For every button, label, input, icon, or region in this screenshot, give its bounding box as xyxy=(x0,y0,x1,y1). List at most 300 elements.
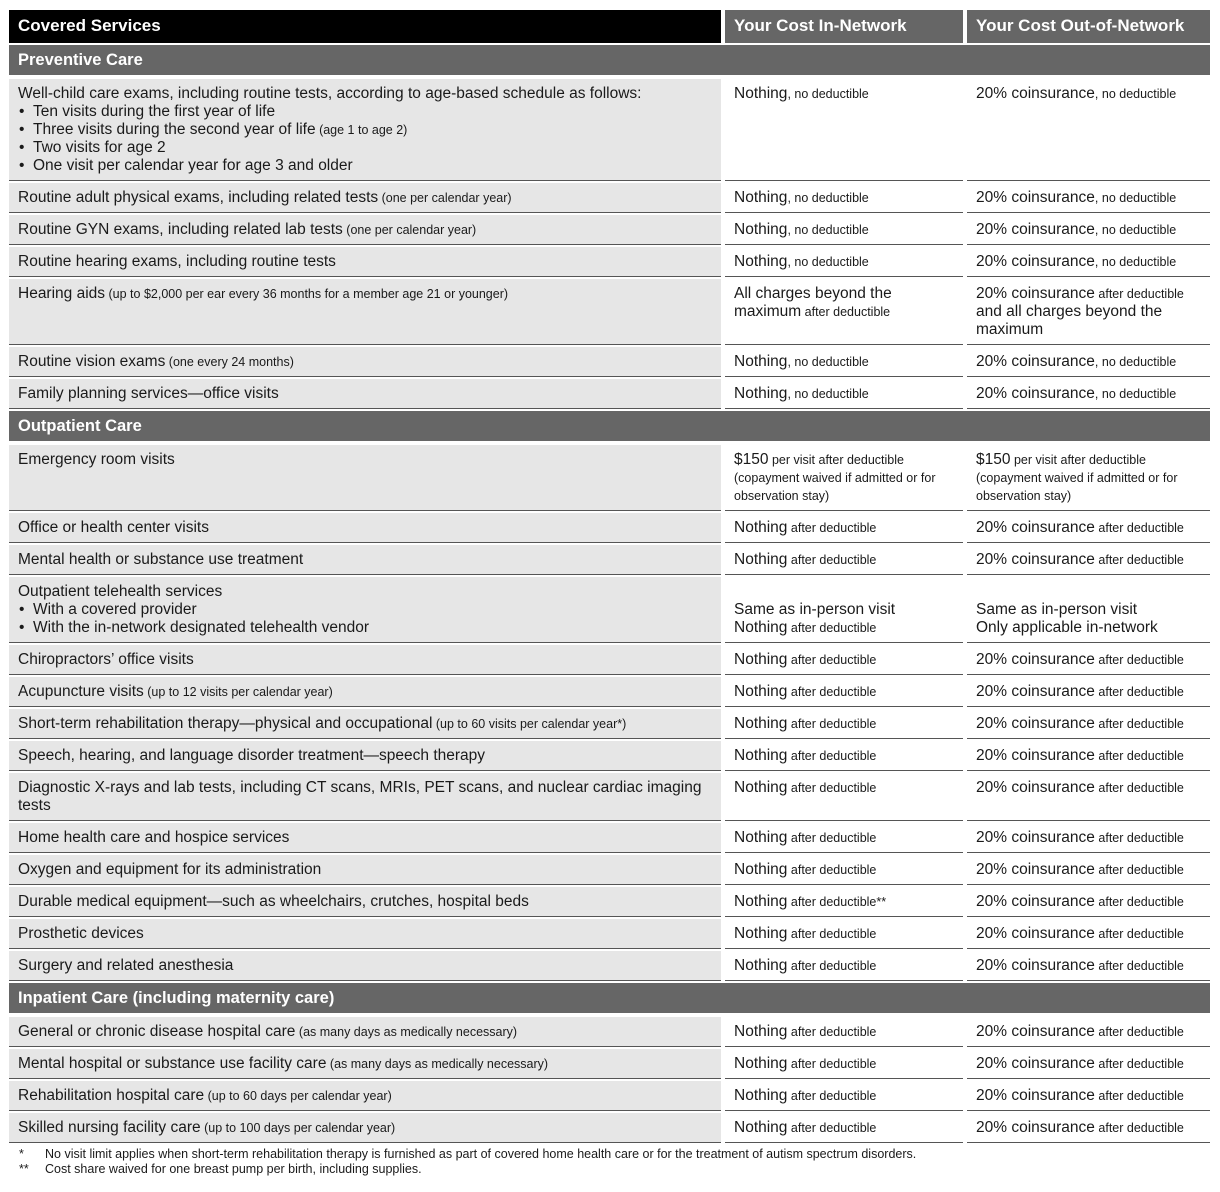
footnote-text: No visit limit applies when short-term rehabilitation therapy is furnished as part of covered home health care or for the treatment of autism spectrum disorders. xyxy=(45,1147,917,1161)
table-row xyxy=(9,247,1210,277)
in-network-cost xyxy=(725,773,963,821)
table-row xyxy=(9,577,1210,643)
service-label: Durable medical equipment—such as wheelchairs, crutches, hospital beds xyxy=(18,893,529,910)
cost-line xyxy=(734,85,954,103)
table-row xyxy=(9,513,1210,543)
cost-note: after deductible xyxy=(1094,863,1184,877)
in-network-cost xyxy=(725,215,963,245)
cost-main: Nothing xyxy=(734,253,788,270)
cost-line xyxy=(734,893,954,911)
service-label: Chiropractors’ office visits xyxy=(18,651,194,668)
cost-line xyxy=(976,747,1201,765)
service-note: (up to 12 visits per calendar year) xyxy=(143,685,333,699)
cost-main: 20% coinsurance xyxy=(976,893,1095,910)
cost-line xyxy=(734,683,954,701)
table-row xyxy=(9,709,1210,739)
table-row xyxy=(9,823,1210,853)
bullet-text: Two visits for age 2 xyxy=(33,139,166,156)
service-name xyxy=(18,385,712,403)
cost-line xyxy=(976,253,1201,271)
cost-note: after deductible xyxy=(1094,685,1184,699)
cost-main: Nothing xyxy=(734,519,788,536)
service-name xyxy=(18,683,712,701)
out-of-network-cost xyxy=(967,773,1210,821)
footnotes xyxy=(9,1147,1210,1177)
cost-note: , no deductible xyxy=(1094,191,1177,205)
in-network-cost xyxy=(725,919,963,949)
cost-main: Nothing xyxy=(734,85,788,102)
out-of-network-cost xyxy=(967,1017,1210,1047)
service-cell xyxy=(9,951,721,981)
table-row xyxy=(9,279,1210,345)
cost-note: after deductible xyxy=(787,553,877,567)
section-header: Inpatient Care (including maternity care) xyxy=(9,983,1210,1013)
cost-line xyxy=(976,303,1201,339)
in-network-cost xyxy=(725,741,963,771)
out-of-network-cost xyxy=(967,183,1210,213)
cost-note: after deductible xyxy=(1094,1057,1184,1071)
cost-line xyxy=(976,925,1201,943)
service-name xyxy=(18,715,712,733)
cost-line xyxy=(976,221,1201,239)
in-network-cost xyxy=(725,1113,963,1143)
table-row xyxy=(9,215,1210,245)
cost-note: after deductible xyxy=(801,305,891,319)
cost-main: 20% coinsurance xyxy=(976,85,1095,102)
service-name xyxy=(18,1119,712,1137)
service-name xyxy=(18,747,712,765)
bullet-text: One visit per calendar year for age 3 and older xyxy=(33,157,353,174)
service-cell xyxy=(9,773,721,821)
cost-line xyxy=(734,285,954,321)
service-cell xyxy=(9,677,721,707)
bullet-item xyxy=(18,121,712,139)
service-cell xyxy=(9,445,721,511)
cost-main: 20% coinsurance xyxy=(976,189,1095,206)
cost-line xyxy=(976,619,1201,637)
section-header: Outpatient Care xyxy=(9,411,1210,441)
out-of-network-cost xyxy=(967,1049,1210,1079)
cost-note: after deductible xyxy=(1094,521,1184,535)
out-of-network-cost xyxy=(967,741,1210,771)
service-name xyxy=(18,861,712,879)
cost-main: Same as in-person visit xyxy=(976,601,1138,618)
cost-note: after deductible xyxy=(787,521,877,535)
cost-main: Nothing xyxy=(734,779,788,796)
cost-note: after deductible xyxy=(787,831,877,845)
service-label: Mental health or substance use treatment xyxy=(18,551,304,568)
cost-line xyxy=(734,189,954,207)
out-of-network-cost xyxy=(967,919,1210,949)
cost-main: Same as in-person visit xyxy=(734,601,896,618)
cost-line xyxy=(976,861,1201,879)
header-covered-services: Covered Services xyxy=(9,10,721,43)
cost-note: , no deductible xyxy=(1094,255,1177,269)
cost-line xyxy=(734,353,954,371)
header-in-network: Your Cost In-Network xyxy=(725,10,963,43)
cost-line xyxy=(976,829,1201,847)
bullet-item xyxy=(18,619,712,637)
cost-line xyxy=(734,779,954,797)
service-bullets xyxy=(18,601,712,637)
cost-line xyxy=(734,385,954,403)
header-out-of-network: Your Cost Out-of-Network xyxy=(967,10,1210,43)
cost-note: after deductible xyxy=(1094,717,1184,731)
cost-note: , no deductible xyxy=(787,223,869,237)
service-note: (up to 60 days per calendar year) xyxy=(204,1089,392,1103)
benefits-table xyxy=(9,10,1210,1177)
service-name xyxy=(18,893,712,911)
out-of-network-cost xyxy=(967,1081,1210,1111)
out-of-network-cost xyxy=(967,1113,1210,1143)
in-network-cost xyxy=(725,1049,963,1079)
service-label: Surgery and related anesthesia xyxy=(18,957,234,974)
in-network-cost xyxy=(725,951,963,981)
cost-main: 20% coinsurance xyxy=(976,519,1095,536)
service-label: Acupuncture visits xyxy=(18,683,144,700)
bullet-item xyxy=(18,139,712,157)
cost-note: after deductible xyxy=(787,959,877,973)
service-note: (as many days as medically necessary) xyxy=(295,1025,518,1039)
cost-main: Nothing xyxy=(734,385,788,402)
service-name xyxy=(18,353,712,371)
service-cell xyxy=(9,347,721,377)
in-network-cost xyxy=(725,183,963,213)
cost-note: after deductible xyxy=(787,927,877,941)
cost-line xyxy=(976,451,1201,505)
cost-main: 20% coinsurance xyxy=(976,779,1095,796)
in-network-cost xyxy=(725,1081,963,1111)
table-row xyxy=(9,855,1210,885)
service-label: Mental hospital or substance use facility care xyxy=(18,1055,327,1072)
cost-main: 20% coinsurance xyxy=(976,285,1095,302)
service-label: Routine vision exams xyxy=(18,353,166,370)
cost-line xyxy=(976,285,1201,303)
service-cell xyxy=(9,1113,721,1143)
service-label: Office or health center visits xyxy=(18,519,209,536)
in-network-cost xyxy=(725,347,963,377)
service-cell xyxy=(9,279,721,345)
table-row xyxy=(9,347,1210,377)
service-note: (up to 60 visits per calendar year*) xyxy=(432,717,627,731)
service-cell xyxy=(9,1081,721,1111)
table-row xyxy=(9,919,1210,949)
service-cell xyxy=(9,823,721,853)
cost-note: after deductible xyxy=(1094,959,1184,973)
cost-line xyxy=(976,683,1201,701)
cost-note: , no deductible xyxy=(787,387,869,401)
cost-main: Nothing xyxy=(734,747,788,764)
cost-main: $150 xyxy=(734,451,769,468)
out-of-network-cost xyxy=(967,79,1210,181)
cost-main: Nothing xyxy=(734,829,788,846)
service-name xyxy=(18,551,712,569)
cost-note: after deductible xyxy=(787,653,877,667)
cost-note: after deductible xyxy=(787,685,877,699)
cost-main: 20% coinsurance xyxy=(976,861,1095,878)
in-network-cost xyxy=(725,79,963,181)
service-name xyxy=(18,221,712,239)
service-label: Diagnostic X-rays and lab tests, including CT scans, MRIs, PET scans, and nuclear cardiac imaging tests xyxy=(18,779,702,814)
cost-note: after deductible xyxy=(787,863,877,877)
cost-note: , no deductible xyxy=(787,355,869,369)
cost-line xyxy=(734,925,954,943)
cost-line xyxy=(976,385,1201,403)
footnote-mark: * xyxy=(19,1147,24,1161)
out-of-network-cost xyxy=(967,445,1210,511)
cost-line xyxy=(734,1055,954,1073)
in-network-cost xyxy=(725,247,963,277)
cost-main: Nothing xyxy=(734,551,788,568)
section-header: Preventive Care xyxy=(9,45,1210,75)
cost-main: 20% coinsurance xyxy=(976,957,1095,974)
cost-line xyxy=(734,957,954,975)
service-label: Routine adult physical exams, including related tests xyxy=(18,189,379,206)
cost-note: after deductible xyxy=(787,1057,877,1071)
cost-line xyxy=(734,551,954,569)
cost-main: Nothing xyxy=(734,925,788,942)
cost-note: , no deductible xyxy=(1094,223,1177,237)
service-label: Well-child care exams, including routine tests, according to age-based schedule as follows: xyxy=(18,85,642,102)
bullet-text: Three visits during the second year of life xyxy=(33,121,316,138)
table-row xyxy=(9,951,1210,981)
cost-note: after deductible xyxy=(1094,895,1184,909)
cost-line xyxy=(976,1087,1201,1105)
cost-line xyxy=(976,1055,1201,1073)
cost-main: 20% coinsurance xyxy=(976,385,1095,402)
cost-main: Nothing xyxy=(734,221,788,238)
cost-note: after deductible xyxy=(787,1121,877,1135)
cost-line xyxy=(734,715,954,733)
cost-note: after deductible xyxy=(787,621,877,635)
in-network-cost xyxy=(725,445,963,511)
out-of-network-cost xyxy=(967,677,1210,707)
cost-note: per visit after deductible (copayment waived if admitted or for observation stay) xyxy=(734,453,936,503)
service-name xyxy=(18,779,712,815)
service-cell xyxy=(9,577,721,643)
table-row xyxy=(9,545,1210,575)
in-network-cost xyxy=(725,709,963,739)
bullet-text: Ten visits during the first year of life xyxy=(33,103,276,120)
service-label: Prosthetic devices xyxy=(18,925,144,942)
cost-main: 20% coinsurance xyxy=(976,683,1095,700)
cost-line xyxy=(976,1023,1201,1041)
service-label: Routine hearing exams, including routine tests xyxy=(18,253,336,270)
footnote-mark: ** xyxy=(19,1162,29,1176)
service-cell xyxy=(9,545,721,575)
cost-main: 20% coinsurance xyxy=(976,1023,1095,1040)
bullet-item xyxy=(18,157,712,175)
service-label: General or chronic disease hospital care xyxy=(18,1023,296,1040)
service-label: Hearing aids xyxy=(18,285,106,302)
cost-main: Nothing xyxy=(734,651,788,668)
cost-note: after deductible xyxy=(1094,287,1184,301)
cost-line xyxy=(734,221,954,239)
cost-main: 20% coinsurance xyxy=(976,651,1095,668)
cost-main: Only applicable in-network xyxy=(976,619,1158,636)
cost-note: after deductible xyxy=(1094,653,1184,667)
cost-line xyxy=(734,1087,954,1105)
cost-main: Nothing xyxy=(734,1055,788,1072)
cost-note: after deductible xyxy=(1094,927,1184,941)
service-cell xyxy=(9,183,721,213)
service-note: (up to $2,000 per ear every 36 months for a member age 21 or younger) xyxy=(105,287,509,301)
out-of-network-cost xyxy=(967,645,1210,675)
service-cell xyxy=(9,247,721,277)
table-row xyxy=(9,773,1210,821)
cost-note: after deductible xyxy=(1094,553,1184,567)
in-network-cost xyxy=(725,645,963,675)
cost-line xyxy=(976,189,1201,207)
out-of-network-cost xyxy=(967,513,1210,543)
service-note: (one every 24 months) xyxy=(165,355,294,369)
bullet-text: With a covered provider xyxy=(33,601,197,618)
in-network-cost xyxy=(725,1017,963,1047)
service-name xyxy=(18,957,712,975)
in-network-cost xyxy=(725,887,963,917)
cost-line xyxy=(734,1023,954,1041)
cost-note: after deductible xyxy=(1094,831,1184,845)
service-name xyxy=(18,285,712,303)
bullet-note: (age 1 to age 2) xyxy=(315,123,408,137)
cost-note: after deductible xyxy=(787,749,877,763)
service-note: (as many days as medically necessary) xyxy=(326,1057,549,1071)
cost-note: after deductible xyxy=(787,781,877,795)
cost-main: 20% coinsurance xyxy=(976,747,1095,764)
cost-line xyxy=(734,1119,954,1137)
table-header xyxy=(9,10,1210,43)
cost-main: 20% coinsurance xyxy=(976,829,1095,846)
cost-main: Nothing xyxy=(734,957,788,974)
service-cell xyxy=(9,887,721,917)
service-cell xyxy=(9,513,721,543)
out-of-network-cost xyxy=(967,379,1210,409)
in-network-cost xyxy=(725,545,963,575)
out-of-network-cost xyxy=(967,887,1210,917)
footnote xyxy=(9,1147,1210,1162)
cost-note: after deductible xyxy=(1094,1121,1184,1135)
service-cell xyxy=(9,645,721,675)
service-name xyxy=(18,1087,712,1105)
service-name xyxy=(18,651,712,669)
service-label: Home health care and hospice services xyxy=(18,829,290,846)
table-row xyxy=(9,677,1210,707)
service-note: (up to 100 days per calendar year) xyxy=(200,1121,396,1135)
cost-line xyxy=(976,601,1201,619)
service-cell xyxy=(9,709,721,739)
table-body xyxy=(9,45,1210,1143)
table-row xyxy=(9,379,1210,409)
cost-note: after deductible xyxy=(1094,749,1184,763)
service-name xyxy=(18,85,712,103)
service-cell xyxy=(9,379,721,409)
service-name xyxy=(18,583,712,601)
cost-main: Nothing xyxy=(734,1119,788,1136)
cost-main: 20% coinsurance xyxy=(976,551,1095,568)
table-row xyxy=(9,741,1210,771)
in-network-cost xyxy=(725,823,963,853)
cost-line xyxy=(976,353,1201,371)
service-name xyxy=(18,451,712,469)
cost-line xyxy=(976,957,1201,975)
service-name xyxy=(18,189,712,207)
cost-main: Nothing xyxy=(734,893,788,910)
service-cell xyxy=(9,215,721,245)
cost-line xyxy=(734,601,954,619)
service-cell xyxy=(9,79,721,181)
cost-note: , no deductible xyxy=(1094,87,1177,101)
cost-line xyxy=(976,651,1201,669)
cost-line xyxy=(976,85,1201,103)
bullet-item xyxy=(18,601,712,619)
out-of-network-cost xyxy=(967,823,1210,853)
cost-note: , no deductible xyxy=(1094,355,1177,369)
service-label: Emergency room visits xyxy=(18,451,175,468)
cost-main: Nothing xyxy=(734,619,788,636)
cost-main: 20% coinsurance xyxy=(976,1087,1095,1104)
out-of-network-cost xyxy=(967,951,1210,981)
service-label: Oxygen and equipment for its administration xyxy=(18,861,322,878)
table-row xyxy=(9,79,1210,181)
cost-line xyxy=(734,451,954,505)
in-network-cost xyxy=(725,577,963,643)
service-note: (one per calendar year) xyxy=(342,223,477,237)
cost-main: Nothing xyxy=(734,1087,788,1104)
service-name xyxy=(18,519,712,537)
cost-line xyxy=(734,253,954,271)
cost-main: 20% coinsurance xyxy=(976,715,1095,732)
cost-note: , no deductible xyxy=(1094,387,1177,401)
in-network-cost xyxy=(725,279,963,345)
service-name xyxy=(18,925,712,943)
service-name xyxy=(18,829,712,847)
service-label: Skilled nursing facility care xyxy=(18,1119,201,1136)
in-network-cost xyxy=(725,677,963,707)
service-cell xyxy=(9,1017,721,1047)
in-network-cost xyxy=(725,855,963,885)
service-label: Speech, hearing, and language disorder treatment—speech therapy xyxy=(18,747,486,764)
out-of-network-cost xyxy=(967,247,1210,277)
table-row xyxy=(9,1017,1210,1047)
cost-note: after deductible xyxy=(787,1025,877,1039)
table-row xyxy=(9,1113,1210,1143)
service-name xyxy=(18,1023,712,1041)
cost-note: , no deductible xyxy=(787,87,869,101)
service-label: Rehabilitation hospital care xyxy=(18,1087,205,1104)
cost-line xyxy=(734,861,954,879)
in-network-cost xyxy=(725,513,963,543)
table-row xyxy=(9,887,1210,917)
service-cell xyxy=(9,741,721,771)
cost-note: , no deductible xyxy=(787,255,869,269)
service-name xyxy=(18,1055,712,1073)
service-label: Short-term rehabilitation therapy—physical and occupational xyxy=(18,715,433,732)
in-network-cost xyxy=(725,379,963,409)
service-note: (one per calendar year) xyxy=(378,191,512,205)
service-label: Family planning services—office visits xyxy=(18,385,279,402)
cost-line xyxy=(976,519,1201,537)
service-cell xyxy=(9,1049,721,1079)
cost-line xyxy=(976,1119,1201,1137)
out-of-network-cost xyxy=(967,545,1210,575)
cost-main: $150 xyxy=(976,451,1011,468)
cost-note: after deductible xyxy=(787,1089,877,1103)
cost-line xyxy=(734,651,954,669)
out-of-network-cost xyxy=(967,709,1210,739)
cost-main: 20% coinsurance xyxy=(976,353,1095,370)
cost-main: Nothing xyxy=(734,189,788,206)
out-of-network-cost xyxy=(967,215,1210,245)
